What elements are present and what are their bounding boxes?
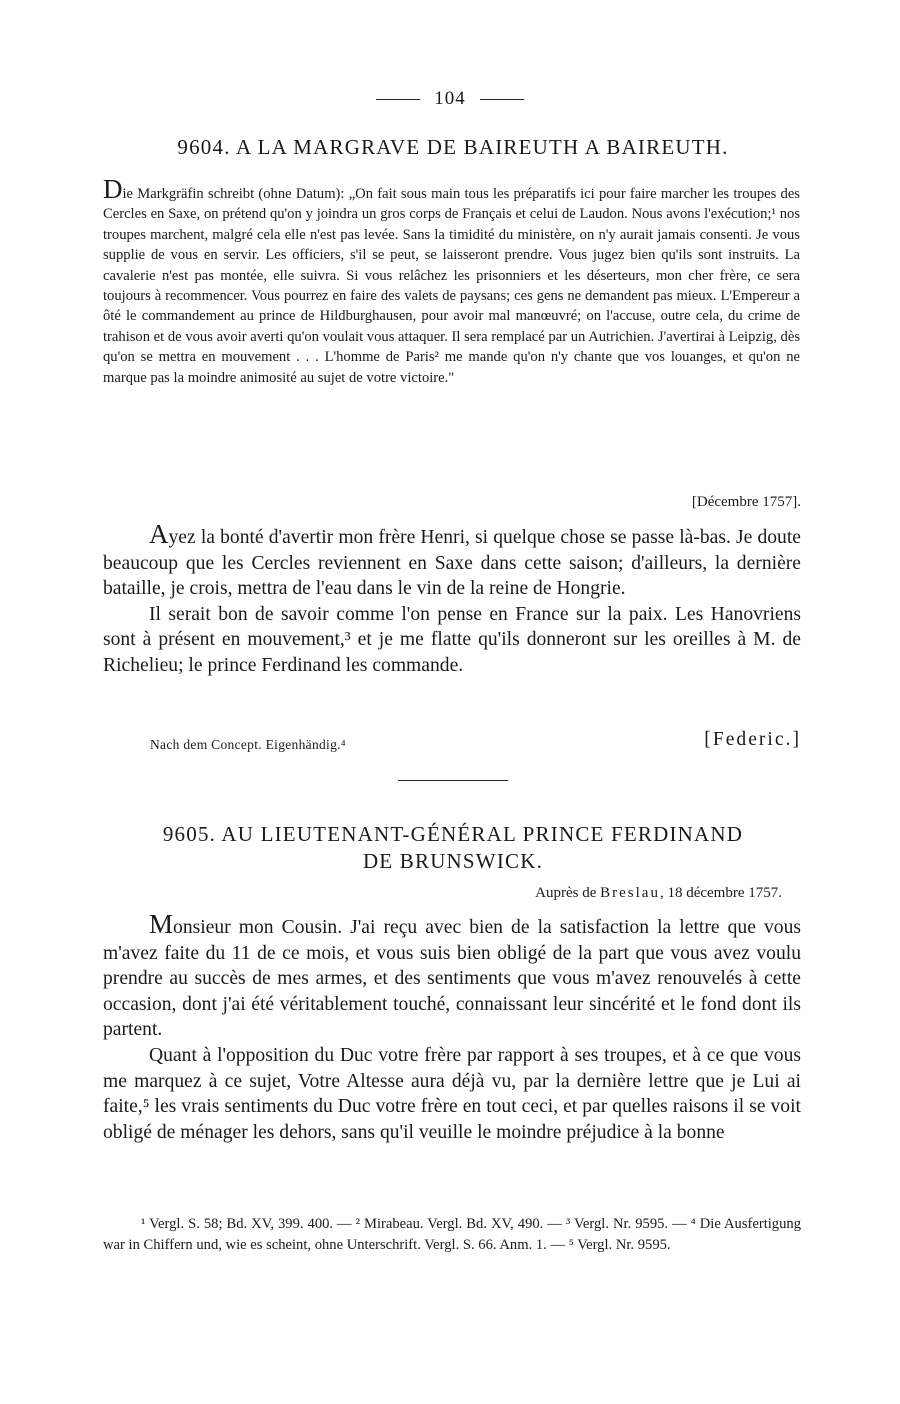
dateline-prefix: Auprès de [535, 885, 601, 901]
letter-9604-heading: 9604. A LA MARGRAVE DE BAIREUTH A BAIREUTH. [177, 135, 729, 159]
footnotes-text: ¹ Vergl. S. 58; Bd. XV, 399. 400. — ² Mirabeau. Vergl. Bd. XV, 490. — ³ Vergl. Nr. 9595. — ⁴ Die Ausfertigung war in Chiffern und, wie es scheint, ohne Unterschrift. Vergl. S. 66. Anm. 1. — ⁵ Vergl. Nr. 9595. [103, 1216, 801, 1253]
letter-9604-body [103, 521, 801, 679]
letter-9604-dropcap: A [149, 519, 169, 549]
section-divider [398, 780, 508, 781]
summary-dropcap: D [103, 174, 123, 204]
dateline-date: , 18 décembre 1757. [659, 885, 782, 901]
letter-9605-dateline [535, 885, 782, 902]
letter-9605-heading [103, 821, 803, 875]
letter-9604-summary [103, 176, 800, 388]
summary-text: ie Markgräfin schreibt (ohne Datum): „On fait sous main tous les préparatifs ici pour faire marcher les troupes des Cercles en Saxe, on prétend qu'on y joindra un gros corps de Français et celui de Laudon. Nous avons l'exécution;¹ nos troupes marchent, malgré cela elle n'est pas levée. Sans la timidité du ministère, on n'y aurait jamais consenti. Je vous supplie de vous en servir. Les officiers, s'il se peut, se laisseront prendre. Vous jugez bien qu'ils sont instruits. La cavalerie n'est pas montée, elle suivra. Si vous relâchez les prisonniers et les déserteurs, mon cher frère, ce sera toujours à recommencer. Vous pourrez en faire des valets de paysans; ces gens ne demandent pas mieux. L'Empereur a ôté le commandement au prince de Hildburghausen, pour avoir mal manœuvré; on l'accuse, outre cela, du crime de trahison et de vous avoir averti qu'on voulait vous attaquer. Il sera remplacé par un Autrichien. J'avertirai à Leipzig, dès qu'on se mettra en mouvement . . . L'homme de Paris² me mande qu'on n'y chante que vos louanges, et qu'on ne marque pas la moindre animosité au sujet de votre victoire." [103, 186, 800, 386]
page-number-dash-left [376, 99, 420, 100]
letter-9604-para-2: Il serait bon de savoir comme l'on pense en France sur la paix. Les Hanovriens sont à présent en mouvement,³ et je me flatte qu'ils donneront sur les oreilles à M. de Richelieu; le prince Ferdinand les commande. [103, 603, 801, 676]
footnotes [103, 1214, 801, 1256]
page-number-line [0, 88, 900, 110]
letter-9605-para-2: Quant à l'opposition du Duc votre frère par rapport à ses troupes, et à ce que vous me marquez à ce sujet, Votre Altesse aura déjà vu, par la dernière lettre que je Lui ai faite,⁵ les vrais sentiments du Duc votre frère en tout ceci, et par quelles raisons il se voit obligé de ménager les dehors, sans qu'il veuille le moindre préjudice à la bonne [103, 1044, 801, 1143]
letter-9605-heading-line-1: 9605. AU LIEUTENANT-GÉNÉRAL PRINCE FERDINAND [162, 822, 744, 846]
dateline-place: Breslau [600, 885, 660, 901]
page-number: 104 [434, 88, 466, 109]
letter-9605-para-1: onsieur mon Cousin. J'ai reçu avec bien de la satisfaction la lettre que vous m'avez faite du 11 de ce mois, et vous suis bien obligé de la part que vous avez voulu prendre au succès de mes armes, et des sentiments que vous m'avez renouvelés à cette occasion, dont j'ai été véritablement touché, connaissant leur sincérité et le fond dont ils partent. [103, 917, 801, 1041]
letter-9604-date: [Décembre 1757]. [691, 494, 801, 510]
letter-9605-heading-line-2: DE BRUNSWICK. [362, 849, 544, 873]
letter-9604-source-note: Nach dem Concept. Eigenhändig.⁴ [150, 737, 346, 752]
letter-9605-body [103, 911, 801, 1145]
letter-9605-dropcap: M [149, 909, 174, 939]
letter-9604-para-1: yez la bonté d'avertir mon frère Henri, si quelque chose se passe là-bas. Je doute beaucoup que les Cercles reviennent en Saxe dans cette saison; d'ailleurs, la dernière bataille, je crois, mettra de l'eau dans le vin de la reine de Hongrie. [103, 527, 801, 600]
letter-9604-signature: [Federic.] [704, 729, 801, 750]
page-number-dash-right [480, 99, 524, 100]
